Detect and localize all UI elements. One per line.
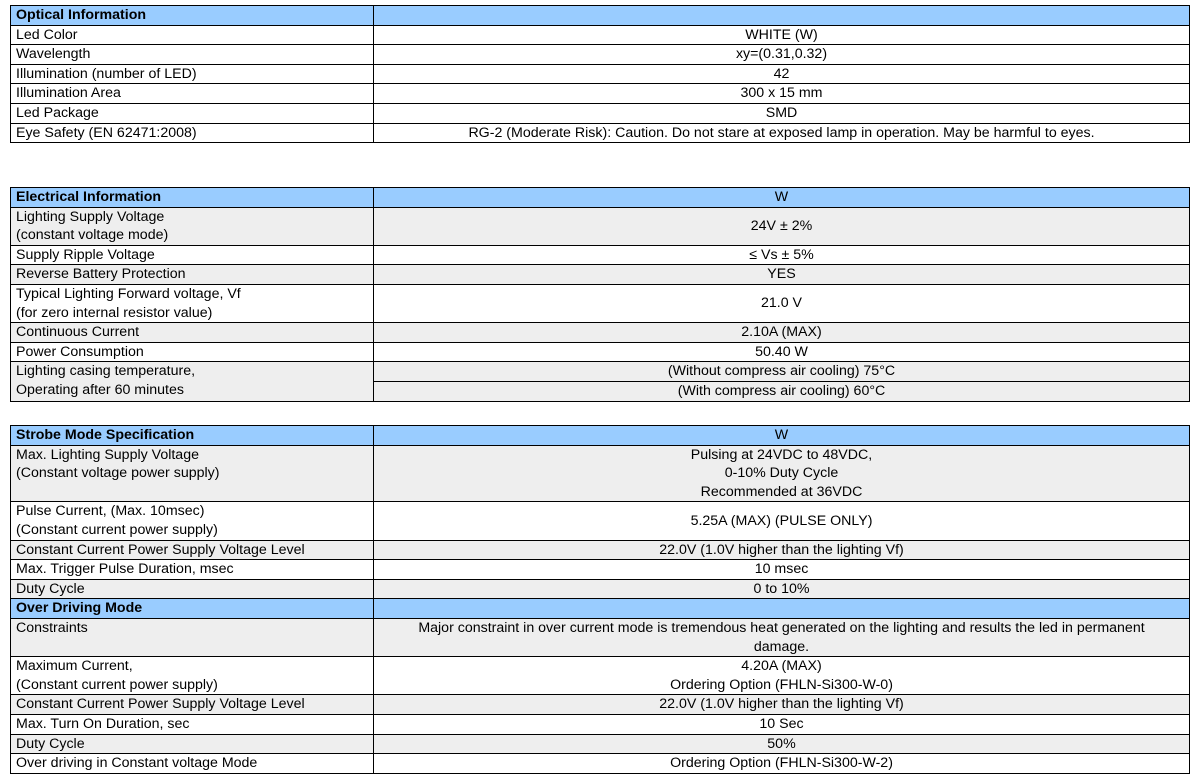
row-value: 21.0 V [374,284,1190,322]
section-title: Strobe Mode Specification [11,426,374,446]
row-label: Eye Safety (EN 62471:2008) [11,123,374,143]
row-label: Led Color [11,25,374,45]
row-label-line: Lighting casing temperature, [16,363,196,380]
row-label: Duty Cycle [11,734,374,754]
row-value-line: Pulsing at 24VDC to 48VDC, [690,446,873,463]
section-title: Optical Information [11,6,374,26]
row-label-line: (constant voltage mode) [16,227,169,244]
row-label: Wavelength [11,45,374,65]
row-label [11,657,374,695]
row-label: Illumination (number of LED) [11,64,374,84]
row-value-line: 4.20A (MAX) [741,658,822,675]
row-label-line: Typical Lighting Forward voltage, Vf [16,285,241,302]
row-label: Duty Cycle [11,579,374,599]
row-label: Reverse Battery Protection [11,265,374,285]
row-value [374,657,1190,695]
row-label: Illumination Area [11,84,374,104]
electrical-information-table [10,187,1190,402]
table-row [11,579,1190,599]
table-row [11,207,1190,245]
row-value [374,445,1190,502]
row-value-line: Recommended at 36VDC [700,483,863,500]
table-header-row [11,188,1190,208]
row-value: Ordering Option (FHLN-Si300-W-2) [374,754,1190,774]
row-value-line: Ordering Option (FHLN-Si300-W-0) [670,676,893,693]
row-label [11,445,374,502]
table-row [11,560,1190,580]
table-row [11,362,1190,382]
table-row [11,618,1190,656]
section-title: Over Driving Mode [11,599,374,619]
row-label-line: Operating after 60 minutes [16,381,184,398]
table-row [11,714,1190,734]
row-label: Constant Current Power Supply Voltage Level [11,540,374,560]
row-label-line: Maximum Current, [16,658,133,675]
row-label-line: Lighting Supply Voltage [16,208,165,225]
row-value: 22.0V (1.0V higher than the lighting Vf) [374,540,1190,560]
row-label: Max. Turn On Duration, sec [11,714,374,734]
row-value: (Without compress air cooling) 75°C [374,362,1190,382]
row-value: RG-2 (Moderate Risk): Caution. Do not stare at exposed lamp in operation. May be harmful to eyes. [374,123,1190,143]
row-value: (With compress air cooling) 60°C [374,381,1190,401]
row-label [11,502,374,540]
row-label-line: (for zero internal resistor value) [16,304,213,321]
table-row [11,445,1190,502]
row-value: 22.0V (1.0V higher than the lighting Vf) [374,695,1190,715]
table-row [11,657,1190,695]
row-value: xy=(0.31,0.32) [374,45,1190,65]
table-row [11,25,1190,45]
table-row [11,284,1190,322]
row-value: 5.25A (MAX) (PULSE ONLY) [374,502,1190,540]
row-value: ≤ Vs ± 5% [374,245,1190,265]
table-header-row [11,599,1190,619]
row-value: 300 x 15 mm [374,84,1190,104]
table-row [11,695,1190,715]
row-value: 2.10A (MAX) [374,323,1190,343]
row-label-line: Max. Lighting Supply Voltage [16,446,199,463]
table-row [11,540,1190,560]
table-row [11,245,1190,265]
table-row [11,103,1190,123]
row-label-line: (Constant voltage power supply) [16,465,220,482]
table-row [11,754,1190,774]
row-label: Max. Trigger Pulse Duration, msec [11,560,374,580]
row-label: Constant Current Power Supply Voltage Level [11,695,374,715]
table-row [11,265,1190,285]
row-value: YES [374,265,1190,285]
optical-information-table [10,5,1190,143]
table-row [11,502,1190,540]
row-value: 42 [374,64,1190,84]
row-value-line: 0-10% Duty Cycle [724,465,839,482]
column-header: W [374,426,1190,446]
row-label [11,207,374,245]
table-row [11,323,1190,343]
table-row [11,123,1190,143]
row-label [11,362,374,401]
row-label: Power Consumption [11,342,374,362]
row-label-line: Pulse Current, (Max. 10msec) [16,503,205,520]
strobe-mode-table [10,425,1190,774]
column-header: W [374,188,1190,208]
table-row [11,45,1190,65]
row-label: Constraints [11,618,374,656]
row-label: Led Package [11,103,374,123]
row-label: Over driving in Constant voltage Mode [11,754,374,774]
table-row [11,342,1190,362]
column-header [374,6,1190,26]
row-value: 0 to 10% [374,579,1190,599]
row-label [11,284,374,322]
table-header-row [11,6,1190,26]
table-row [11,734,1190,754]
row-value: 24V ± 2% [374,207,1190,245]
table-row [11,84,1190,104]
row-value: 10 Sec [374,714,1190,734]
row-label-line: (Constant current power supply) [16,676,218,693]
row-value: 10 msec [374,560,1190,580]
row-value: 50% [374,734,1190,754]
section-title: Electrical Information [11,188,374,208]
row-value: SMD [374,103,1190,123]
row-label-line: (Constant current power supply) [16,521,218,538]
column-header [374,599,1190,619]
row-value: WHITE (W) [374,25,1190,45]
table-header-row [11,426,1190,446]
table-row [11,64,1190,84]
row-label: Continuous Current [11,323,374,343]
row-value: 50.40 W [374,342,1190,362]
row-label: Supply Ripple Voltage [11,245,374,265]
row-value: Major constraint in over current mode is tremendous heat generated on the lighting and results the led in permanent damage. [374,618,1190,656]
